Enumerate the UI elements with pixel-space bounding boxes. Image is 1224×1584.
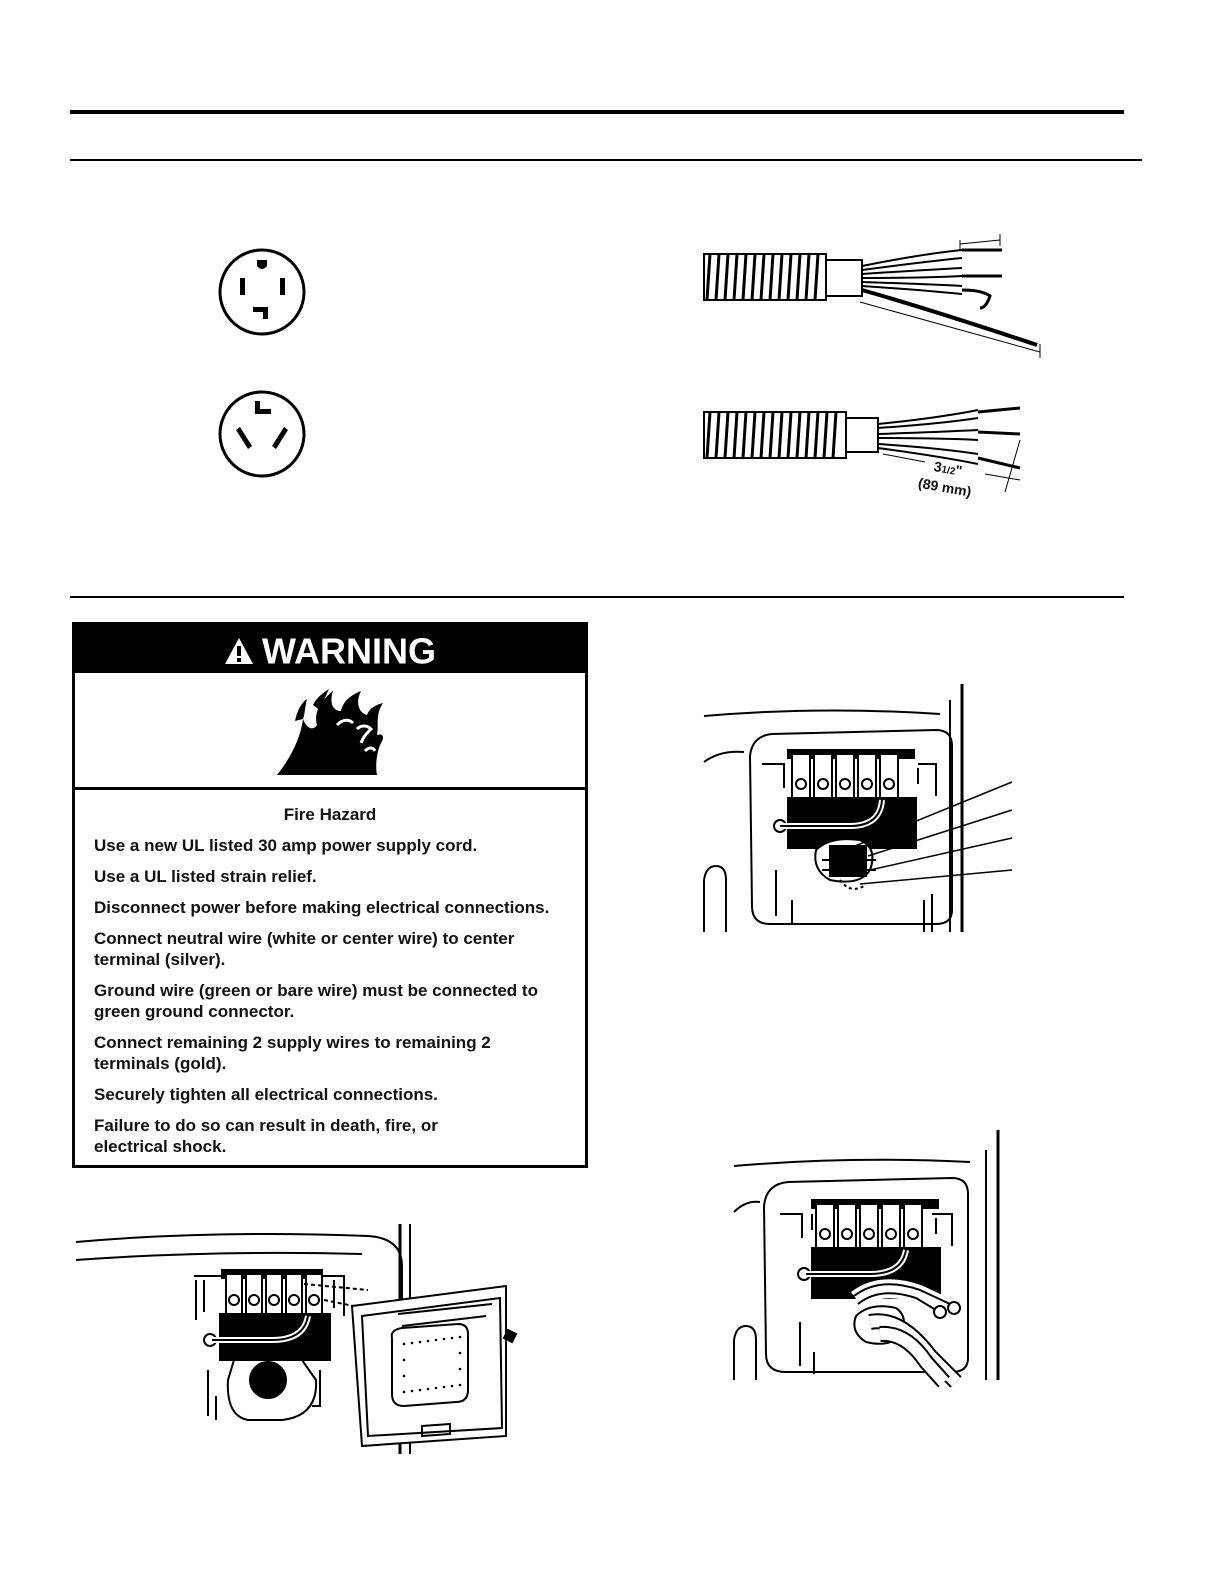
- dimension-fraction: 1/2: [940, 464, 957, 478]
- hazard-line-4: Connect neutral wire (white or center wire) to center terminal (silver).: [94, 929, 515, 969]
- warning-title: WARNING: [262, 630, 436, 672]
- warning-triangle-icon: [224, 637, 254, 665]
- terminal-cable-installed-diagram: [730, 1126, 1010, 1384]
- top-thick-rule: [70, 110, 1124, 114]
- middle-thin-rule: [70, 596, 1124, 598]
- hazard-line-5: Ground wire (green or bare wire) must be connected to green ground connector.: [94, 981, 538, 1021]
- hazard-line-2: Use a UL listed strain relief.: [94, 867, 317, 886]
- hazard-line-6: Connect remaining 2 supply wires to remaining 2 terminals (gold).: [94, 1033, 491, 1073]
- warning-box: [72, 622, 588, 1168]
- hazard-line-1: Use a new UL listed 30 amp power supply cord.: [94, 836, 478, 855]
- four-wire-cable-diagram: [700, 230, 1050, 360]
- warning-header: [75, 625, 585, 673]
- hazard-line-3: Disconnect power before making electrical connections.: [94, 898, 550, 917]
- dimension-inch-mark: ": [954, 461, 964, 479]
- fire-panel: [75, 673, 585, 790]
- hazard-line-7: Securely tighten all electrical connections.: [94, 1085, 438, 1104]
- hazard-text: [75, 791, 585, 1167]
- hazard-line-8: Failure to do so can result in death, fire, or electrical shock.: [94, 1116, 438, 1156]
- three-wire-cable-diagram: [700, 400, 1050, 510]
- terminal-block-strain-relief-diagram: [700, 680, 1020, 936]
- terminal-cover-plate-diagram: [72, 1220, 532, 1456]
- hazard-title: Fire Hazard: [283, 805, 377, 824]
- dimension-inches: 3: [932, 458, 944, 476]
- outlet-4-prong-icon: [215, 247, 309, 337]
- dimension-metric: (89 mm): [917, 474, 973, 500]
- fire-icon: [273, 685, 389, 777]
- outlet-3-prong-icon: [215, 389, 309, 479]
- top-thin-rule: [70, 159, 1142, 161]
